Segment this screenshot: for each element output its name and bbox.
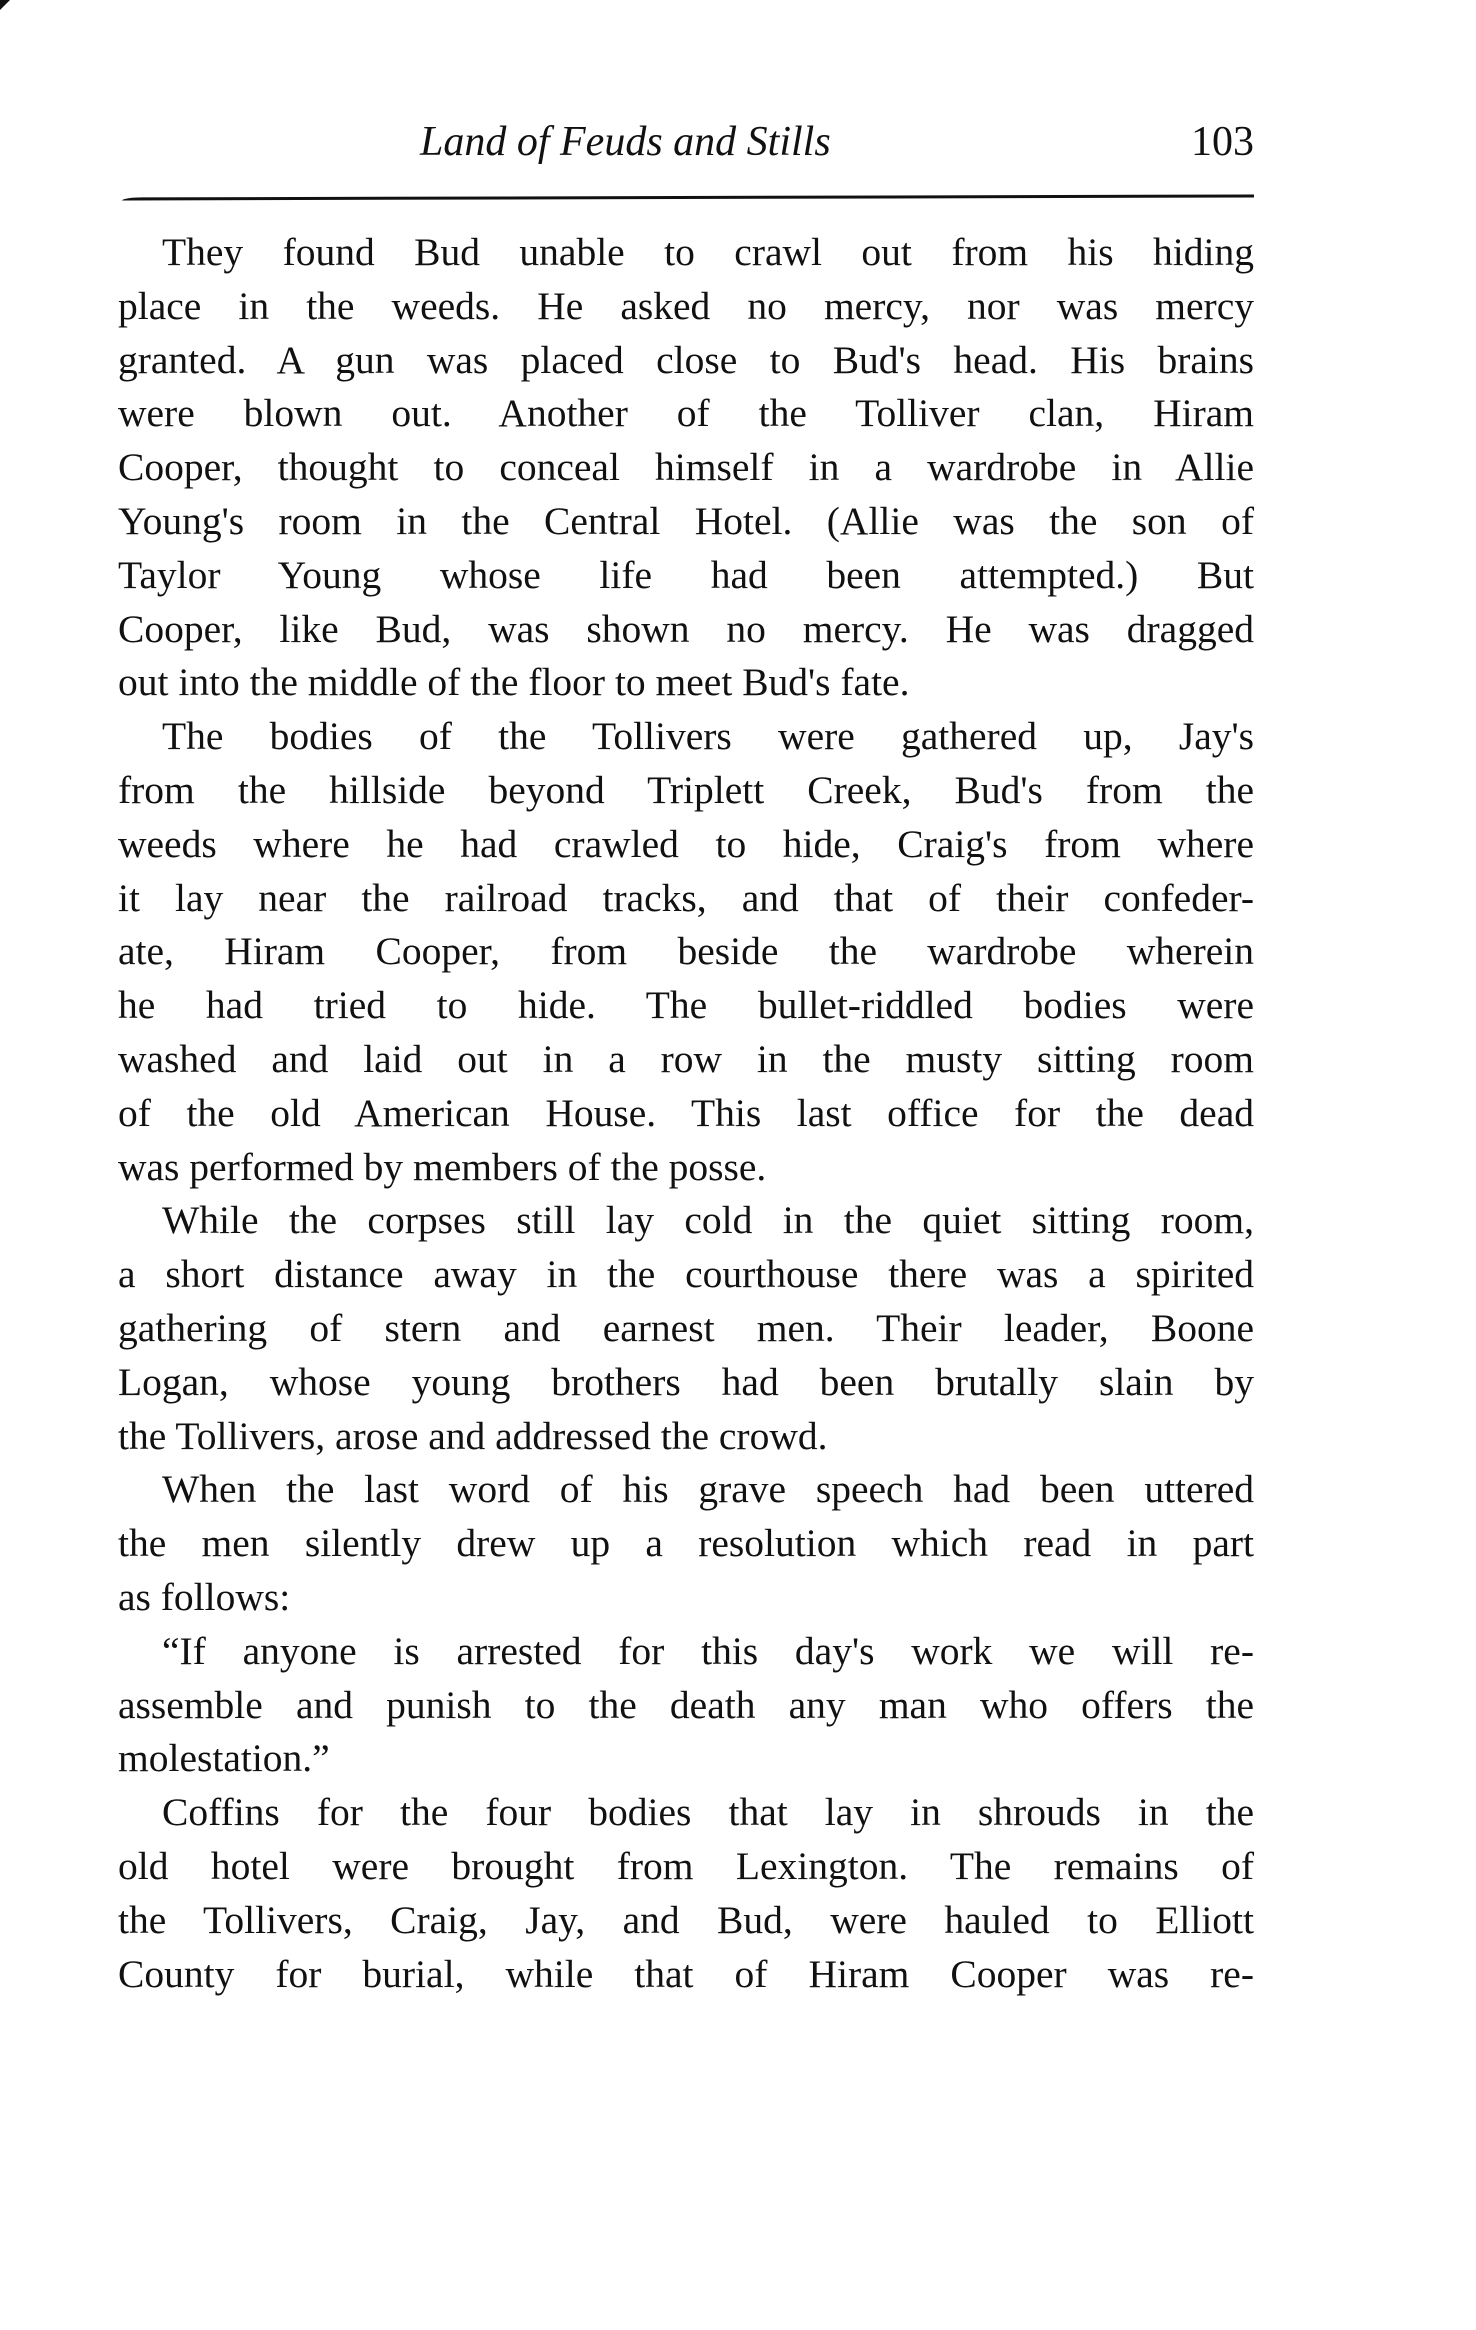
text-line: were blown out. Another of the Tolliver clan, Hiram [118, 391, 1254, 436]
text-line: the Tollivers, arose and addressed the crowd. [118, 1413, 828, 1458]
text-line: it lay near the railroad tracks, and that of their confeder- [118, 875, 1254, 920]
text-line: Cooper, like Bud, was shown no mercy. He was dragged [118, 606, 1254, 651]
scan-corner-mark [0, 0, 10, 10]
text-line: the Tollivers, Craig, Jay, and Bud, were hauled to Elliott [118, 1897, 1254, 1942]
text-line: washed and laid out in a row in the musty sitting room [118, 1036, 1254, 1081]
paragraph [118, 1463, 1254, 1624]
running-title: Land of Feuds and Stills [420, 119, 831, 165]
paragraph [118, 1625, 1254, 1786]
text-line: The bodies of the Tollivers were gathered up, Jay's [162, 714, 1254, 759]
text-line: They found Bud unable to crawl out from his hiding [162, 230, 1254, 274]
text-line: When the last word of his grave speech had been uttered [162, 1467, 1254, 1512]
text-line: assemble and punish to the death any man who offers the [118, 1682, 1254, 1727]
paragraph [118, 226, 1254, 710]
text-line: as follows: [118, 1574, 291, 1619]
text-line: Logan, whose young brothers had been brutally slain by [118, 1359, 1254, 1404]
text-line: Cooper, thought to conceal himself in a wardrobe in Allie [118, 445, 1254, 490]
text-line: of the old American House. This last office for the dead [118, 1090, 1254, 1135]
text-line: molestation.” [118, 1736, 330, 1781]
paragraph [118, 1194, 1254, 1463]
text-line: he had tried to hide. The bullet-riddled bodies were [118, 983, 1254, 1028]
text-line: ate, Hiram Cooper, from beside the wardrobe wherein [118, 929, 1254, 974]
paragraph [118, 710, 1254, 1194]
text-line: “If anyone is arrested for this day's work we will re- [162, 1628, 1254, 1673]
text-line: out into the middle of the floor to meet Bud's fate. [118, 660, 910, 705]
text-line: from the hillside beyond Triplett Creek, Bud's from the [118, 767, 1254, 812]
text-line: While the corpses still lay cold in the quiet sitting room, [162, 1198, 1254, 1243]
header-rule [122, 195, 1254, 201]
page-header [118, 118, 1254, 178]
text-line: a short distance away in the courthouse there was a spirited [118, 1252, 1254, 1297]
page-number: 103 [1191, 119, 1254, 165]
text-line: County for burial, while that of Hiram Cooper was re- [118, 1951, 1254, 1996]
text-line: Young's room in the Central Hotel. (Allie was the son of [118, 498, 1254, 543]
text-line: weeds where he had crawled to hide, Craig's from where [118, 821, 1254, 866]
text-line: granted. A gun was placed close to Bud's head. His brains [118, 337, 1254, 382]
body-text [118, 226, 1254, 2001]
text-line: place in the weeds. He asked no mercy, nor was mercy [118, 283, 1254, 328]
text-line: Coffins for the four bodies that lay in shrouds in the [162, 1790, 1254, 1835]
text-line: was performed by members of the posse. [118, 1144, 767, 1189]
paragraph [118, 1786, 1254, 2001]
text-line: Taylor Young whose life had been attempted.) But [118, 552, 1254, 597]
text-line: old hotel were brought from Lexington. The remains of [118, 1843, 1254, 1888]
text-line: gathering of stern and earnest men. Their leader, Boone [118, 1305, 1254, 1350]
text-line: the men silently drew up a resolution which read in part [118, 1521, 1254, 1566]
